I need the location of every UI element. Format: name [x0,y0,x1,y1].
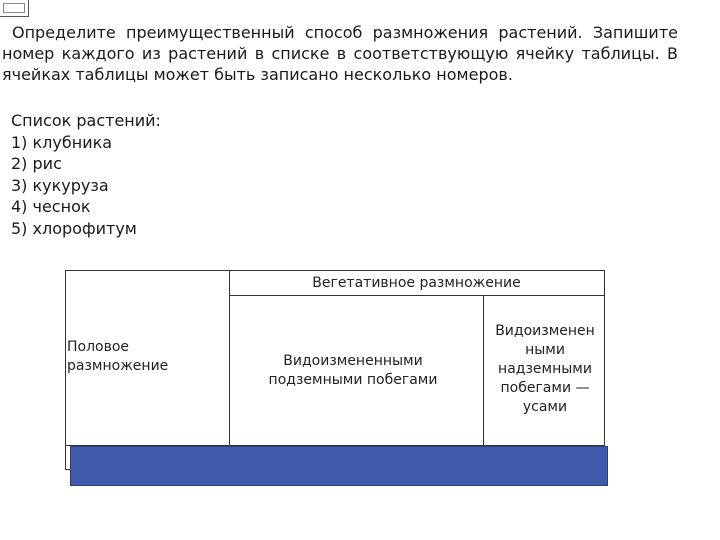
vegetative-reproduction-header: Вегетативное размножение [312,275,521,291]
corner-checkbox-icon [0,0,29,17]
task-question: Определите преимущественный способ размножения растений. Запишите номер каждого из растений в списке в соответствующую ячейку таблицы. В ячейках таблицы может быть записано несколько номеров. [2,23,678,84]
answer-table [65,270,605,446]
table-divider [483,295,484,446]
plant-item: 3) кукуруза [11,175,109,195]
plant-list-title: Список растений: [11,111,161,130]
plant-item: 1) клубника [11,132,113,152]
sexual-reproduction-header: Половое размножение [67,339,169,374]
table-divider [229,270,230,446]
plant-item: 2) рис [11,154,62,173]
plant-item: 4) чеснок [11,197,91,216]
plant-item: 5) хлорофитум [11,218,137,238]
table-divider [229,295,605,296]
answer-input-bar[interactable] [70,446,608,486]
plant-list [11,110,161,239]
underground-shoots-header: Видоизмененными подземными побегами [268,353,438,388]
aboveground-shoots-header: Видоизменен ными надземными побегами — усами [495,323,595,415]
